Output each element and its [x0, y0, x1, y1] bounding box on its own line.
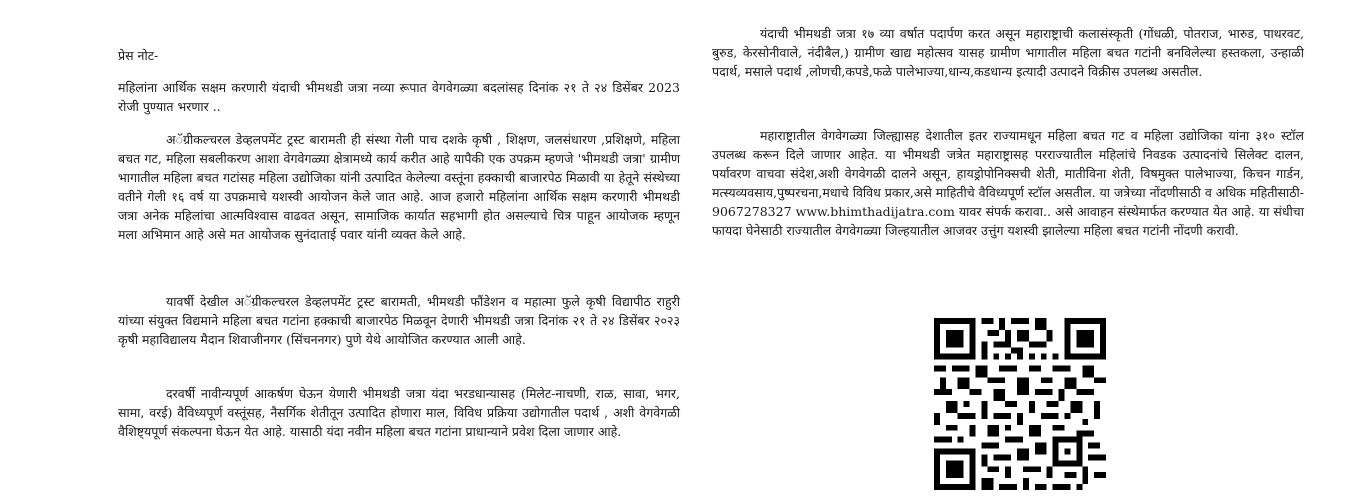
press-note-heading: प्रेस नोट- — [118, 48, 159, 63]
paragraph-4: यंदाची भीमथडी जत्रा १७ व्या वर्षात पदार्पण करत असून महाराष्ट्राची कलासंस्कृती (गोंधळी, पोतराज, भारुड, पाथरवट, बुरुड, केरसोनीवाले, नंदीबैल,) ग्रामीण खाद्य महोत्सव यासह ग्रामीण भागातील महिला बचत गटांनी बनविलेल्या हस्तकला, उन्हाळी पदार्थ, मसाले पदार्थ ,लोणची,कपडे,फळे पालेभाज्या,धान्य,कडधान्य इत्यादी उत्पादने विक्रीस उपलब्ध असतील. — [712, 26, 1304, 79]
paragraph-3: दरवर्षी नावीन्यपूर्ण आकर्षण घेऊन येणारी भीमथडी जत्रा यंदा भरडधान्यासह (मिलेट-नाचणी, राळ, सावा, भगर, सामा, वरई) वैविध्यपूर्ण वस्तूंसह, नैसर्गिक शेतीतून उत्पादित होणारा माल, विविध प्रक्रिया उद्योगातील पदार्थ , अशी वेगवेगळी वैशिष्ट्यपूर्ण संकल्पना घेऊन येत आहे. यासाठी यंदा नवीन महिला बचत गटांना प्राधान्याने प्रवेश दिला जाणार आहे. — [118, 386, 680, 439]
paragraph-2: यावर्षी देखील अॅग्रीकल्चरल डेव्हलपमेंट ट्रस्ट बारामती, भीमथडी फौंडेशन व महात्मा फुले कृषी विद्यापीठ राहुरी यांच्या संयुक्त विद्यमाने महिला बचत गटांना हक्काची बाजारपेठ मिळवून देणारी भीमथडी जत्रा दिनांक २१ ते २४ डिसेंबर २०२३ कृषी महाविद्यालय मैदान शिवाजीनगर (सिंचननगर) पुणे येथे आयोजित करण्यात आली आहे. — [118, 294, 680, 347]
press-note-subheading: महिलांना आर्थिक सक्षम करणारी यंदाची भीमथडी जत्रा नव्या रूपात वेगवेगळ्या बदलांसह दिनांक २१ ते २४ डिसेंबर 2023 रोजी पुण्यात भरणार .. — [118, 80, 680, 114]
paragraph-1: अॅग्रीकल्चरल डेव्हलपमेंट ट्रस्ट बारामती ही संस्था गेली पाच दशके कृषी , शिक्षण, जलसंधारण ,प्रशिक्षणे, महिला बचत गट, महिला सबलीकरण आशा वेगवेगळ्या क्षेत्रामध्ये कार्य करीत आहे यापैकी एक उपक्रम म्हणजे 'भीमथडी जत्रा' ग्रामीण भागातील महिला बचत गटांसह महिला उद्योजिका यांनी उत्पादित केलेल्या वस्तूंना हक्काची बाजारपेठ मिळावी या हेतूने संस्थेच्या वतीने गेली १६ वर्ष या उपक्रमाचे यशस्वी आयोजन केले जात आहे. आज हजारो महिलांना आर्थिक सक्षम करणारी भीमथडी जत्रा अनेक महिलांचा आत्मविश्वास वाढवत असून, सामाजिक कार्यात सहभागी होत असल्याचे चित्र पाहून आयोजक म्हणून मला अभिमान आहे असे मत आयोजक सुनंदाताई पवार यांनी व्यक्त केले आहे. — [118, 132, 680, 242]
qr-code-graphic — [934, 318, 1106, 490]
qr-code-icon — [934, 318, 1106, 490]
paragraph-5: महाराष्ट्रातील वेगवेगळ्या जिल्ह्यासह देशातील इतर राज्यामधून महिला बचत गट व महिला उद्योजिका यांना ३१० स्टॉल उपलब्ध करून दिले जाणार आहेत. या भीमथडी जत्रेत महाराष्ट्रासह परराज्यातील महिलांचे निवडक उत्पादनांचे सिलेक्ट दालन, पर्यावरण वाचवा संदेश,अशी वेगवेगळी दालने असून, हायड्रोपोनिक्सची शेती, मातीविना शेती, विषमुक्त पालेभाज्या, किचन गार्डन, मत्स्यव्यवसाय,पुष्परचना,मधाचे विविध प्रकार,असे माहितीचे वैविध्यपूर्ण स्टॉल असतील. या जत्रेच्या नोंदणीसाठी व अधिक महितीसाठी- 9067278327 www.bhimthadijatra.com यावर संपर्क करावा.. असे आवाहन संस्थेमार्फत करण्यात येत आहे. या संधीचा फायदा घेनेसाठी राज्यातील वेगवेगळ्या जिल्हयातील आजवर उत्तुंग यशस्वी झालेल्या महिला बचत गटांनी नोंदणी करावी. — [712, 128, 1304, 238]
